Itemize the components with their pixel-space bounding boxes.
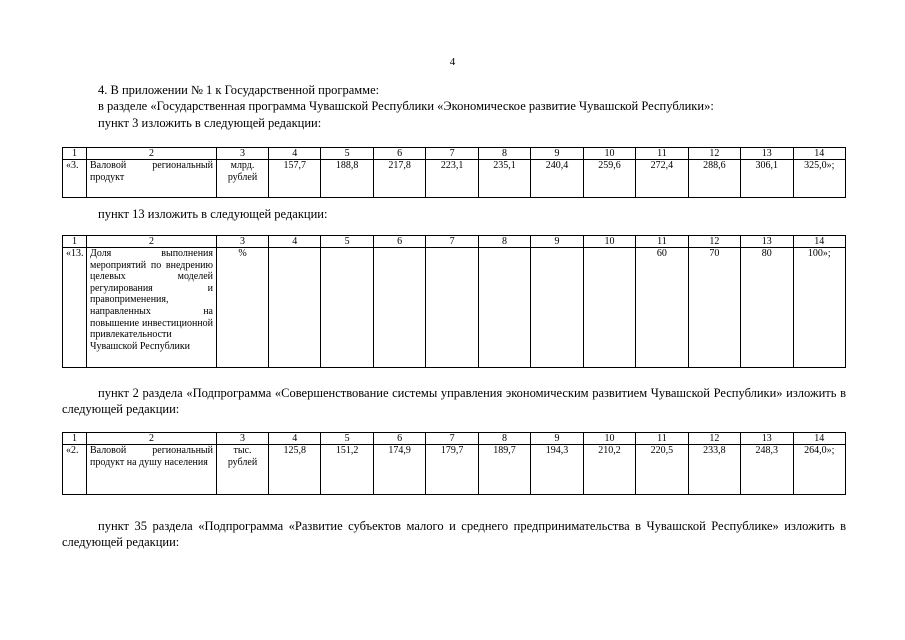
value-cell: 210,2	[583, 445, 635, 495]
table-header-row	[63, 236, 846, 248]
row-number: «13.	[63, 248, 87, 368]
column-number-header: 3	[217, 148, 269, 160]
table-indicator-13	[62, 235, 846, 368]
column-number-header: 1	[63, 433, 87, 445]
value-cell: 220,5	[636, 445, 688, 495]
column-number-header: 8	[478, 148, 530, 160]
value-cell	[478, 248, 530, 368]
column-number-header: 5	[321, 148, 373, 160]
value-cell	[373, 248, 425, 368]
column-number-header: 2	[87, 148, 217, 160]
value-cell: 272,4	[636, 160, 688, 198]
table-indicator-3	[62, 147, 846, 198]
column-number-header: 9	[531, 433, 583, 445]
table-row	[63, 248, 846, 368]
column-number-header: 7	[426, 236, 478, 248]
table-header-row	[63, 148, 846, 160]
column-number-header: 2	[87, 433, 217, 445]
page-number: 4	[449, 56, 456, 68]
value-cell: 189,7	[478, 445, 530, 495]
value-cell: 264,0»;	[793, 445, 845, 495]
column-number-header: 6	[373, 236, 425, 248]
indicator-name: Доля выполнения мероприятий по внедрению целевых моделей регулирования и правоприменения, направленных на повышение инвестиционной привлекательности Чувашской Республики	[87, 248, 217, 368]
value-cell: 100»;	[793, 248, 845, 368]
column-number-header: 11	[636, 236, 688, 248]
column-number-header: 14	[793, 433, 845, 445]
value-cell: 240,4	[531, 160, 583, 198]
table-row	[63, 160, 846, 198]
column-number-header: 5	[321, 433, 373, 445]
column-number-header: 5	[321, 236, 373, 248]
column-number-header: 3	[217, 433, 269, 445]
column-number-header: 12	[688, 236, 740, 248]
value-cell: 235,1	[478, 160, 530, 198]
value-cell: 217,8	[373, 160, 425, 198]
paragraph-point-2: пункт 2 раздела «Подпрограмма «Совершенствование системы управления экономическим развитием Чувашской Республики» изложить в следующей редакции:	[62, 386, 846, 416]
value-cell: 288,6	[688, 160, 740, 198]
column-number-header: 6	[373, 148, 425, 160]
column-number-header: 13	[741, 433, 793, 445]
column-number-header: 7	[426, 148, 478, 160]
value-cell: 223,1	[426, 160, 478, 198]
value-cell: 151,2	[321, 445, 373, 495]
value-cell: 306,1	[741, 160, 793, 198]
column-number-header: 2	[87, 236, 217, 248]
table-header-row	[63, 433, 846, 445]
column-number-header: 13	[741, 236, 793, 248]
column-number-header: 1	[63, 148, 87, 160]
column-number-header: 11	[636, 148, 688, 160]
column-number-header: 12	[688, 433, 740, 445]
intro-line-3: пункт 3 изложить в следующей редакции:	[98, 116, 322, 130]
unit-cell: млрд. рублей	[217, 160, 269, 198]
paragraph-point-13: пункт 13 изложить в следующей редакции:	[98, 207, 328, 221]
value-cell: 157,7	[269, 160, 321, 198]
column-number-header: 13	[741, 148, 793, 160]
column-number-header: 4	[269, 236, 321, 248]
value-cell: 174,9	[373, 445, 425, 495]
column-number-header: 8	[478, 433, 530, 445]
column-number-header: 12	[688, 148, 740, 160]
unit-cell: %	[217, 248, 269, 368]
indicator-name: Валовой региональный продукт	[87, 160, 217, 198]
paragraph-point-35: пункт 35 раздела «Подпрограмма «Развитие субъектов малого и среднего предпринимательства в Чувашской Республике» изложить в следующей редакции:	[62, 519, 846, 549]
column-number-header: 1	[63, 236, 87, 248]
table-row	[63, 445, 846, 495]
value-cell: 325,0»;	[793, 160, 845, 198]
value-cell: 70	[688, 248, 740, 368]
value-cell: 179,7	[426, 445, 478, 495]
column-number-header: 9	[531, 236, 583, 248]
column-number-header: 11	[636, 433, 688, 445]
column-number-header: 10	[583, 236, 635, 248]
column-number-header: 6	[373, 433, 425, 445]
value-cell	[269, 248, 321, 368]
row-number: «2.	[63, 445, 87, 495]
value-cell: 125,8	[269, 445, 321, 495]
value-cell: 259,6	[583, 160, 635, 198]
column-number-header: 10	[583, 433, 635, 445]
column-number-header: 3	[217, 236, 269, 248]
column-number-header: 4	[269, 433, 321, 445]
column-number-header: 14	[793, 236, 845, 248]
column-number-header: 4	[269, 148, 321, 160]
value-cell	[583, 248, 635, 368]
unit-cell: тыс. рублей	[217, 445, 269, 495]
value-cell: 233,8	[688, 445, 740, 495]
value-cell: 60	[636, 248, 688, 368]
column-number-header: 10	[583, 148, 635, 160]
indicator-name: Валовой региональный продукт на душу населения	[87, 445, 217, 495]
value-cell	[321, 248, 373, 368]
column-number-header: 7	[426, 433, 478, 445]
intro-line-1: 4. В приложении № 1 к Государственной программе:	[98, 83, 380, 97]
row-number: «3.	[63, 160, 87, 198]
value-cell: 80	[741, 248, 793, 368]
column-number-header: 14	[793, 148, 845, 160]
column-number-header: 8	[478, 236, 530, 248]
value-cell	[531, 248, 583, 368]
table-indicator-2	[62, 432, 846, 495]
value-cell: 188,8	[321, 160, 373, 198]
intro-line-2: в разделе «Государственная программа Чувашской Республики «Экономическое развитие Чувашской Республики»:	[98, 99, 714, 113]
column-number-header: 9	[531, 148, 583, 160]
value-cell: 194,3	[531, 445, 583, 495]
value-cell	[426, 248, 478, 368]
value-cell: 248,3	[741, 445, 793, 495]
